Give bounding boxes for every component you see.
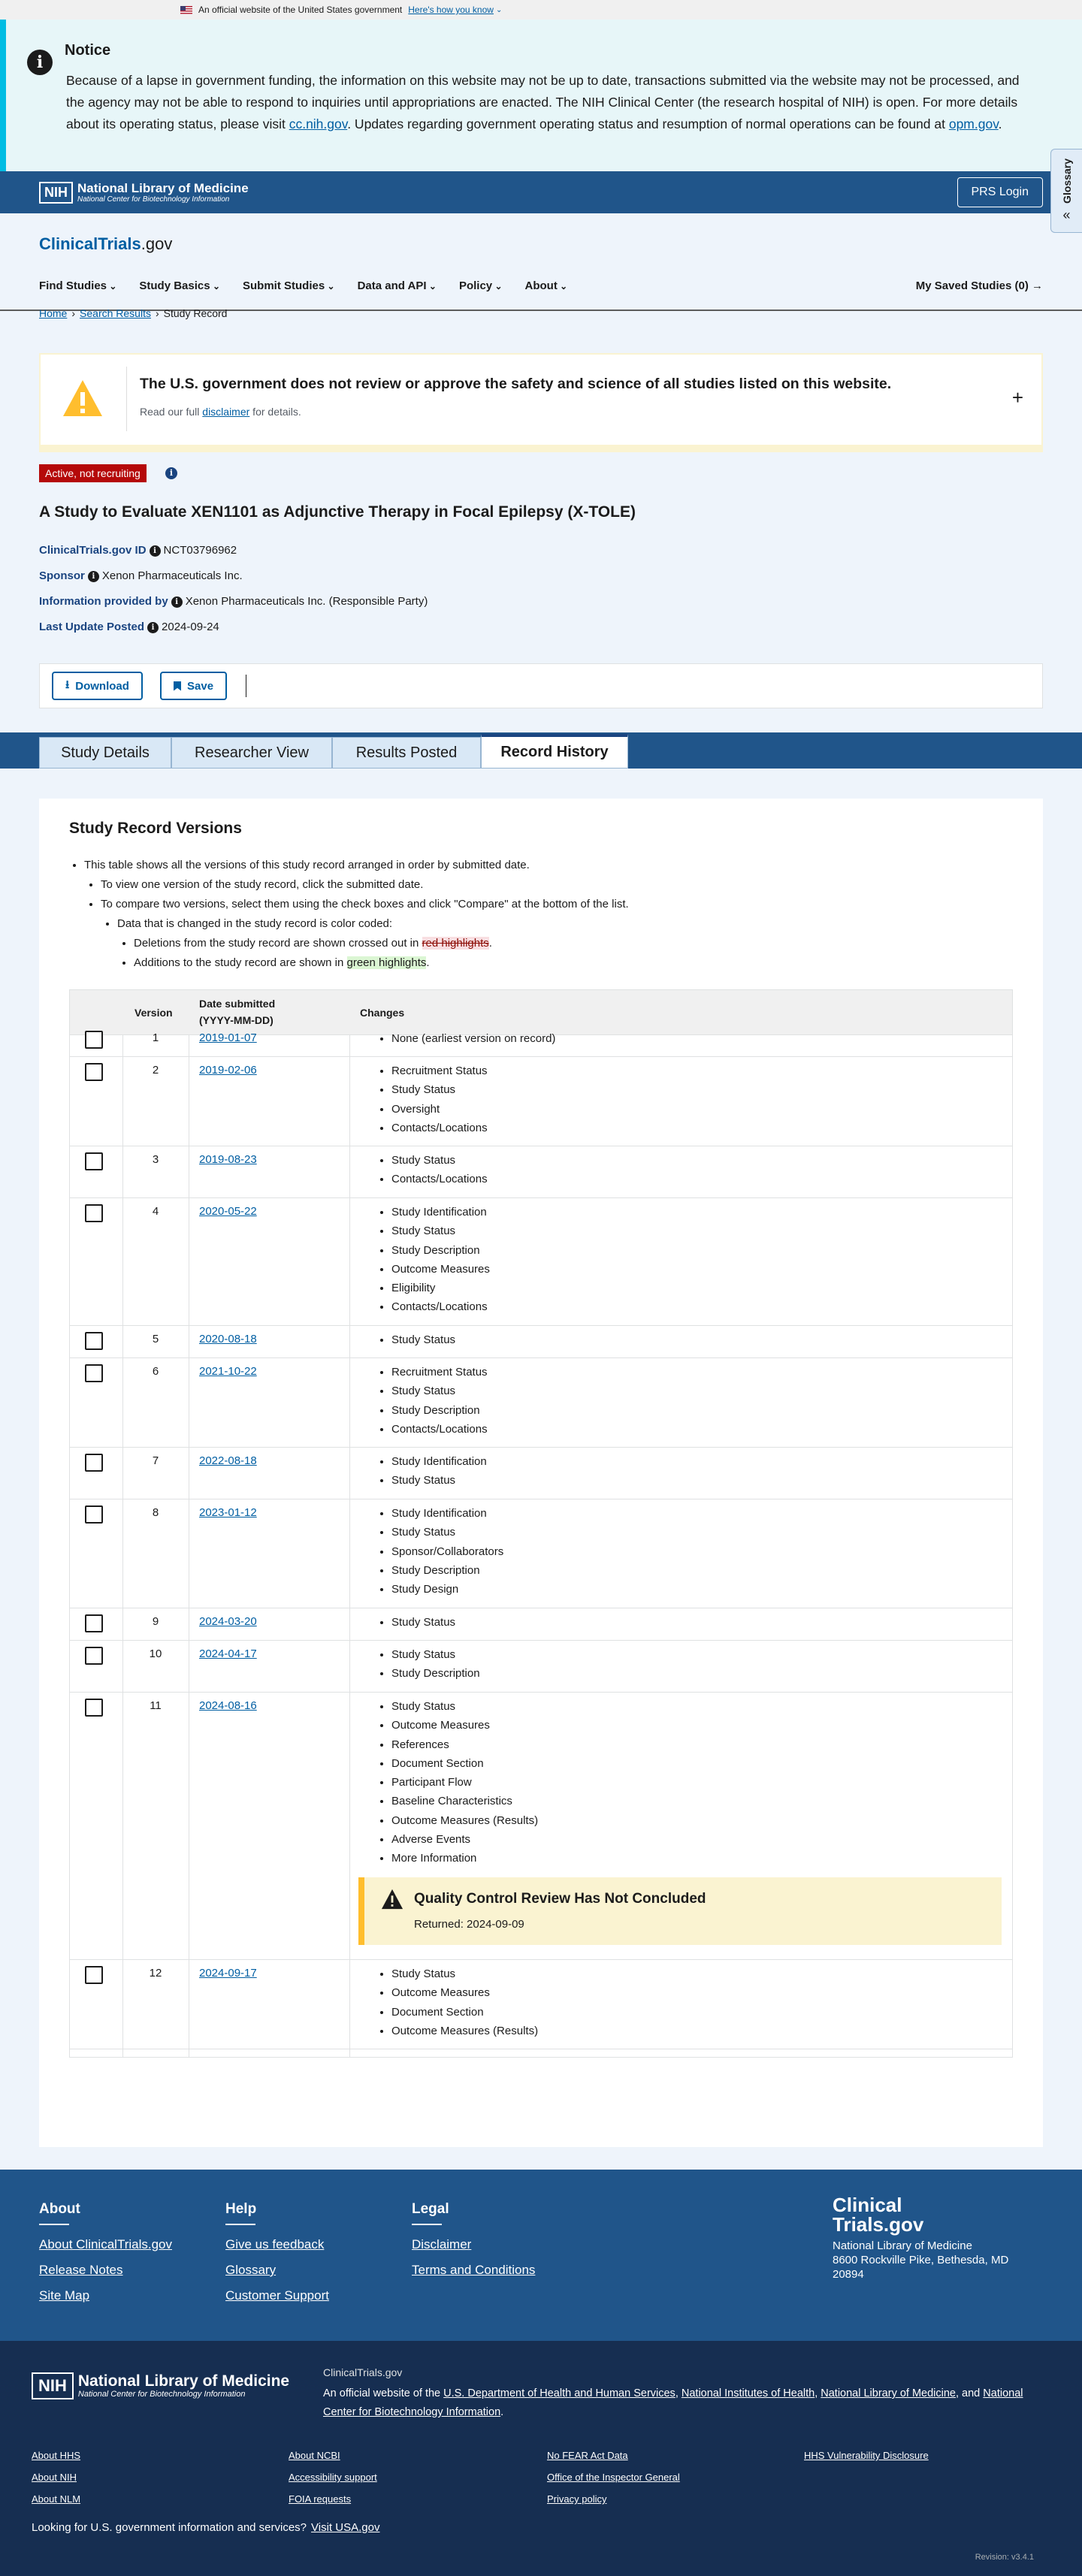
about-hhs-link[interactable]: About HHS [32, 2450, 81, 2461]
study-id-value: NCT03796962 [163, 544, 237, 557]
info-provided-label: Information provided by [39, 595, 168, 608]
no-fear-link[interactable]: No FEAR Act Data [547, 2450, 628, 2461]
table-row [70, 1326, 1012, 1358]
breadcrumb-separator: › [71, 307, 76, 319]
qc-title: Quality Control Review Has Not Concluded [414, 1891, 706, 1907]
change-item: • Study Status [391, 1382, 488, 1400]
changes-list [378, 1964, 538, 2040]
footer-about-ct-link[interactable]: About ClinicalTrials.gov [39, 2237, 172, 2251]
versions-title: Study Record Versions [69, 820, 242, 837]
clinicaltrials-logo[interactable] [39, 234, 172, 254]
about-nlm-link[interactable]: About NLM [32, 2493, 81, 2505]
glossary-label: Glossary [1060, 158, 1073, 204]
footer-links-col-3 [547, 2445, 680, 2510]
version-number: 7 [152, 1454, 159, 1467]
ncbi-link[interactable]: National Center for Biotechnology Information [323, 2387, 1023, 2418]
header-date-2: (YYYY-MM-DD) [199, 1014, 274, 1026]
footer-links-col-4 [804, 2445, 929, 2466]
footer-official-text: An official website of the U.S. Department of Health and Human Services, National Institutes of Health, National Library of Medicine, and National Center for Biotechnology Information. [323, 2387, 1023, 2418]
footer-support-link[interactable]: Customer Support [225, 2288, 329, 2303]
info-icon[interactable]: i [150, 545, 161, 557]
version-checkbox[interactable] [85, 1454, 103, 1472]
status-badge: Active, not recruiting [39, 464, 147, 482]
footer-legal-heading: Legal [412, 2201, 449, 2217]
disclaimer-divider [126, 367, 127, 431]
address-line-3: 20894 [833, 2268, 864, 2281]
breadcrumb-home[interactable]: Home [39, 307, 68, 319]
version-date-link[interactable]: 2024-03-20 [199, 1615, 257, 1628]
version-checkbox[interactable] [85, 1031, 103, 1049]
version-date-link[interactable]: 2020-05-22 [199, 1205, 257, 1218]
table-row [70, 1641, 1012, 1693]
change-item: • Outcome Measures [391, 1983, 538, 2002]
logo-suffix: .gov [141, 234, 173, 253]
disclaimer-subtext [140, 406, 301, 418]
version-date-link[interactable]: 2024-04-17 [199, 1647, 257, 1660]
download-label: Download [75, 679, 129, 693]
change-item: • Study Description [391, 1664, 480, 1683]
version-date-link[interactable]: 2022-08-18 [199, 1454, 257, 1467]
table-row [70, 1693, 1012, 1960]
nih-logo-box: NIH [32, 2372, 74, 2399]
footer-help-column [225, 2201, 329, 2314]
nav-data-and-api[interactable]: Data and API ⌄ [358, 279, 437, 292]
download-icon: ⭳ [65, 678, 70, 691]
change-item: • Contacts/Locations [391, 1420, 488, 1439]
version-date-link[interactable]: 2019-08-23 [199, 1153, 257, 1166]
version-number: 1 [152, 1031, 159, 1044]
info-icon: i [27, 50, 53, 75]
footer-nlm-logo[interactable] [32, 2372, 289, 2399]
change-item: • Outcome Measures [391, 1260, 490, 1279]
change-item: • Study Status [391, 1222, 490, 1240]
instruction-item: • To view one version of the study record, click the submitted date. [101, 875, 629, 895]
change-item: • Study Identification [391, 1452, 487, 1471]
version-date-link[interactable]: 2020-08-18 [199, 1333, 257, 1345]
quality-control-alert [358, 1877, 1002, 1945]
info-icon[interactable]: i [171, 596, 183, 608]
footer-rule [39, 2224, 69, 2225]
expand-plus-icon[interactable]: + [1011, 386, 1023, 409]
us-flag-icon [180, 6, 192, 14]
disclaimer-sub-1: Read our full [140, 406, 203, 418]
change-item: • Participant Flow [391, 1773, 538, 1792]
usa-gov-row [32, 2521, 379, 2534]
changes-list [378, 1697, 538, 1868]
footer-release-notes-link[interactable]: Release Notes [39, 2263, 123, 2277]
accessibility-link[interactable]: Accessibility support [289, 2472, 377, 2483]
address-line-2: 8600 Rockville Pike, Bethesda, MD [833, 2254, 1009, 2266]
version-checkbox[interactable] [85, 1152, 103, 1170]
instruction-item-additions [134, 953, 629, 973]
change-item: • Study Status [391, 1645, 480, 1664]
footer-rule [412, 2224, 442, 2225]
main-nav [39, 279, 1043, 292]
footer-links-col-2 [289, 2445, 377, 2510]
footer-feedback-link[interactable]: Give us feedback [225, 2237, 325, 2251]
change-item: • Study Status [391, 1471, 487, 1490]
change-item: • Document Section [391, 1754, 538, 1773]
notice-text-3: . [998, 116, 1002, 131]
changes-list [378, 1203, 490, 1317]
nav-study-basics[interactable]: Study Basics ⌄ [139, 279, 220, 292]
footer-disclaimer-link[interactable]: Disclaimer [412, 2237, 472, 2251]
table-row [70, 1146, 1012, 1198]
sponsor-label: Sponsor [39, 569, 85, 582]
change-item: • Study Status [391, 1697, 538, 1716]
save-button[interactable] [160, 672, 227, 700]
nav-find-studies[interactable]: Find Studies ⌄ [39, 279, 116, 292]
change-item: • Study Description [391, 1241, 490, 1260]
oig-link[interactable]: Office of the Inspector General [547, 2472, 680, 2483]
version-number: 9 [152, 1615, 159, 1628]
change-item: • More Information [391, 1849, 538, 1868]
gov-banner-text: An official website of the United States government [198, 5, 403, 15]
footer-logo-line-2: Trials.gov [833, 2213, 924, 2236]
version-number: 6 [152, 1365, 159, 1378]
change-item: • Eligibility [391, 1279, 490, 1297]
version-number: 8 [152, 1506, 159, 1519]
ncbi-name: National Center for Biotechnology Information [77, 2390, 246, 2399]
change-item: • Outcome Measures [391, 1716, 538, 1735]
download-button[interactable] [52, 672, 143, 700]
change-item: • Recruitment Status [391, 1363, 488, 1382]
change-item: • Study Description [391, 1561, 503, 1580]
my-saved-studies-link[interactable]: My Saved Studies (0) → [915, 279, 1043, 292]
cc-nih-link[interactable]: cc.nih.gov [289, 116, 348, 131]
table-row [70, 1608, 1012, 1641]
changes-list [378, 1645, 480, 1684]
footer-rule [225, 2224, 255, 2225]
version-number: 2 [152, 1064, 159, 1077]
period: . [488, 937, 492, 950]
nav-submit-studies[interactable]: Submit Studies ⌄ [243, 279, 335, 292]
table-row [70, 1358, 1012, 1448]
change-item: • Study Status [391, 1330, 455, 1349]
green-highlight-sample: green highlights [346, 956, 427, 969]
tab-record-history[interactable]: Record History [481, 734, 628, 769]
notice-text-2: . Updates regarding government operating status and resumption of normal operations can be found at [347, 116, 949, 131]
info-provided-row [39, 595, 428, 608]
footer-links-col-1 [32, 2445, 80, 2510]
table-row [70, 1025, 1012, 1057]
table-row [70, 1448, 1012, 1499]
table-row [70, 1499, 1012, 1608]
changes-list [378, 1029, 555, 1048]
change-item: • Study Identification [391, 1504, 503, 1523]
warning-icon [381, 1888, 403, 1910]
change-item: • Contacts/Locations [391, 1297, 490, 1316]
official-and: , and [956, 2387, 984, 2399]
footer-links [0, 2170, 1082, 2341]
last-update-label: Last Update Posted [39, 621, 145, 633]
notice-title: Notice [65, 42, 111, 59]
last-update-value: 2024-09-24 [162, 621, 219, 633]
usa-gov-text: Looking for U.S. government information and services? [32, 2521, 307, 2534]
info-icon[interactable]: i [88, 571, 99, 582]
changes-list [378, 1151, 488, 1189]
notice-text-1: Because of a lapse in government funding, the information on this website may not be up to date, transactions submitted via the website may not be processed, and the agency may not be able to respond to inquiries until appropriations are enacted. The NIH Clinical Center (the research hospital of NIH) is open. For more details about its operating status, please visit [66, 73, 1020, 131]
disclaimer-title: The U.S. government does not review or approve the safety and science of all studies listed on this website. [140, 376, 892, 392]
change-item: • Baseline Characteristics [391, 1792, 538, 1810]
address-line-1: National Library of Medicine [833, 2239, 972, 2252]
qc-returned: Returned: 2024-09-09 [414, 1918, 524, 1931]
warning-icon [62, 377, 104, 419]
instruction-item: • Data that is changed in the study record is color coded: [117, 914, 629, 934]
footer-site-map-link[interactable]: Site Map [39, 2288, 90, 2303]
version-number: 12 [149, 1967, 162, 1980]
footer-bottom [0, 2341, 1082, 2576]
change-item: • Study Status [391, 1964, 538, 1983]
tab-results-posted[interactable]: Results Posted [332, 737, 481, 769]
about-ncbi-link[interactable]: About NCBI [289, 2450, 340, 2461]
bookmark-icon [174, 681, 181, 691]
double-chevron-left-icon: « [1062, 207, 1071, 223]
table-row [70, 1960, 1012, 2049]
nih-header [0, 171, 1082, 213]
table-row [70, 1198, 1012, 1326]
version-number: 4 [152, 1205, 159, 1218]
nlm-name: National Library of Medicine [77, 180, 249, 195]
version-date-link[interactable]: 2019-02-06 [199, 1064, 257, 1077]
tab-researcher-view[interactable]: Researcher View [171, 737, 332, 769]
status-info-icon[interactable]: i [165, 467, 177, 479]
sponsor-value: Xenon Pharmaceuticals Inc. [101, 569, 243, 582]
version-date-link[interactable]: 2021-10-22 [199, 1365, 257, 1378]
chevron-down-icon[interactable]: ⌄ [495, 5, 503, 14]
versions-table [69, 989, 1013, 2058]
notice-banner [0, 20, 1082, 171]
logo-main: ClinicalTrials [39, 234, 141, 253]
change-item: • References [391, 1735, 538, 1754]
version-date-link[interactable]: 2024-08-16 [199, 1699, 257, 1712]
footer-about-heading: About [39, 2201, 80, 2217]
footer-legal-column [412, 2201, 535, 2288]
instruction-item: • To compare two versions, select them using the check boxes and click "Compare" at the bottom of the list. [101, 895, 629, 914]
breadcrumb-current: Study Record [163, 307, 228, 319]
change-item: • Oversight [391, 1100, 488, 1119]
change-item: • Study Status [391, 1613, 455, 1632]
vulnerability-disclosure-link[interactable]: HHS Vulnerability Disclosure [804, 2450, 929, 2461]
version-number: 3 [152, 1153, 159, 1166]
changes-list [378, 1330, 455, 1349]
instruction-item: • This table shows all the versions of this study record arranged in order by submitted date. [84, 856, 629, 875]
nav-policy[interactable]: Policy ⌄ [459, 279, 503, 292]
footer-logo[interactable] [833, 2195, 1008, 2234]
changes-list [378, 1062, 488, 1137]
nih-link[interactable]: National Institutes of Health [681, 2387, 815, 2399]
gov-banner [0, 0, 1082, 20]
version-checkbox[interactable] [85, 1647, 103, 1665]
disclaimer-link[interactable]: disclaimer [202, 406, 250, 418]
record-history-card [39, 799, 1043, 2147]
header-date-1: Date submitted [199, 998, 276, 1010]
nih-logo-box: NIH [39, 182, 73, 204]
glossary-tab[interactable] [1050, 149, 1082, 233]
revision-label: Revision: v3.4.1 [975, 2553, 1034, 2562]
sponsor-row [39, 569, 243, 582]
change-item: • Study Status [391, 1080, 488, 1099]
changes-list [378, 1363, 488, 1439]
change-item: • Recruitment Status [391, 1062, 488, 1080]
disclaimer-sub-2: for details. [249, 406, 301, 418]
change-item: • Study Identification [391, 1203, 490, 1222]
official-text: An official website of the [323, 2387, 444, 2399]
version-number: 10 [149, 1647, 162, 1660]
info-provided-value: Xenon Pharmaceuticals Inc. (Responsible Party) [185, 595, 428, 608]
ncbi-name: National Center for Biotechnology Information [77, 195, 230, 204]
footer-brand [833, 2195, 1008, 2282]
heres-how-you-know-link[interactable]: Here's how you know [408, 5, 494, 15]
table-row [70, 1057, 1012, 1146]
opm-link[interactable]: opm.gov [948, 116, 999, 131]
nlm-logo[interactable] [39, 182, 249, 204]
deletions-text: Deletions from the study record are shown crossed out in [134, 937, 422, 950]
usa-gov-link[interactable]: Visit USA.gov [311, 2521, 380, 2534]
site-header [0, 213, 1082, 311]
nlm-link[interactable]: National Library of Medicine [821, 2387, 956, 2399]
footer-logo-line-1: Clinical [833, 2194, 902, 2216]
breadcrumb [39, 307, 227, 319]
footer-help-heading: Help [225, 2201, 257, 2217]
header-version: Version [134, 1007, 173, 1019]
change-item: • Adverse Events [391, 1830, 538, 1849]
foia-link[interactable]: FOIA requests [289, 2493, 352, 2505]
action-bar [39, 663, 1043, 708]
save-label: Save [187, 679, 214, 693]
change-item: • Study Status [391, 1151, 488, 1170]
version-checkbox[interactable] [85, 1204, 103, 1222]
footer-address [833, 2239, 1008, 2282]
change-item: • Contacts/Locations [391, 1170, 488, 1188]
version-checkbox[interactable] [85, 1614, 103, 1632]
study-title: A Study to Evaluate XEN1101 as Adjunctive Therapy in Focal Epilepsy (X-TOLE) [39, 503, 636, 521]
version-checkbox[interactable] [85, 1332, 103, 1350]
footer-ct-label: ClinicalTrials.gov [323, 2366, 403, 2378]
red-highlight-sample: red highlights [422, 937, 489, 950]
breadcrumb-separator: › [155, 307, 159, 319]
about-nih-link[interactable]: About NIH [32, 2472, 77, 2483]
versions-instructions [69, 856, 629, 973]
version-checkbox[interactable] [85, 1966, 103, 1984]
version-date-link[interactable]: 2023-01-12 [199, 1506, 257, 1519]
tab-study-details[interactable]: Study Details [39, 737, 171, 769]
period: . [426, 956, 430, 969]
footer-terms-link[interactable]: Terms and Conditions [412, 2263, 536, 2277]
disclaimer-alert [39, 353, 1043, 452]
version-checkbox[interactable] [85, 1699, 103, 1717]
version-number: 11 [150, 1699, 162, 1712]
prs-login-button[interactable]: PRS Login [957, 177, 1044, 207]
changes-list [378, 1504, 503, 1599]
version-date-link[interactable]: 2024-09-17 [199, 1967, 257, 1980]
nlm-name: National Library of Medicine [77, 2372, 290, 2390]
instruction-item-deletions [134, 934, 629, 953]
version-date-link[interactable]: 2019-01-07 [199, 1031, 257, 1044]
change-item: • Document Section [391, 2003, 538, 2022]
hhs-link[interactable]: U.S. Department of Health and Human Services [443, 2387, 675, 2399]
change-item: • Contacts/Locations [391, 1119, 488, 1137]
header-changes: Changes [360, 1007, 405, 1019]
version-checkbox[interactable] [85, 1364, 103, 1382]
changes-list [378, 1613, 455, 1632]
additions-text: Additions to the study record are shown in [134, 956, 347, 969]
change-item: • Study Status [391, 1523, 503, 1542]
study-id-row [39, 544, 237, 557]
version-checkbox[interactable] [85, 1505, 103, 1524]
change-item: • Study Description [391, 1401, 488, 1420]
changes-list [378, 1452, 487, 1490]
change-item: • Study Design [391, 1580, 503, 1599]
footer-about-column [39, 2201, 172, 2314]
change-item: • None (earliest version on record) [391, 1029, 555, 1048]
tabs-bar [0, 732, 1082, 769]
notice-body [66, 70, 1037, 135]
study-id-label: ClinicalTrials.gov ID [39, 544, 147, 557]
version-number: 5 [152, 1333, 159, 1345]
breadcrumb-search-results[interactable]: Search Results [80, 307, 151, 319]
privacy-link[interactable]: Privacy policy [547, 2493, 607, 2505]
change-item: • Outcome Measures (Results) [391, 1811, 538, 1830]
nav-about[interactable]: About ⌄ [525, 279, 568, 292]
footer-glossary-link[interactable]: Glossary [225, 2263, 277, 2277]
change-item: • Outcome Measures (Results) [391, 2022, 538, 2040]
version-checkbox[interactable] [85, 1063, 103, 1081]
last-update-row [39, 621, 219, 633]
change-item: • Sponsor/Collaborators [391, 1542, 503, 1561]
info-icon[interactable]: i [147, 622, 159, 633]
